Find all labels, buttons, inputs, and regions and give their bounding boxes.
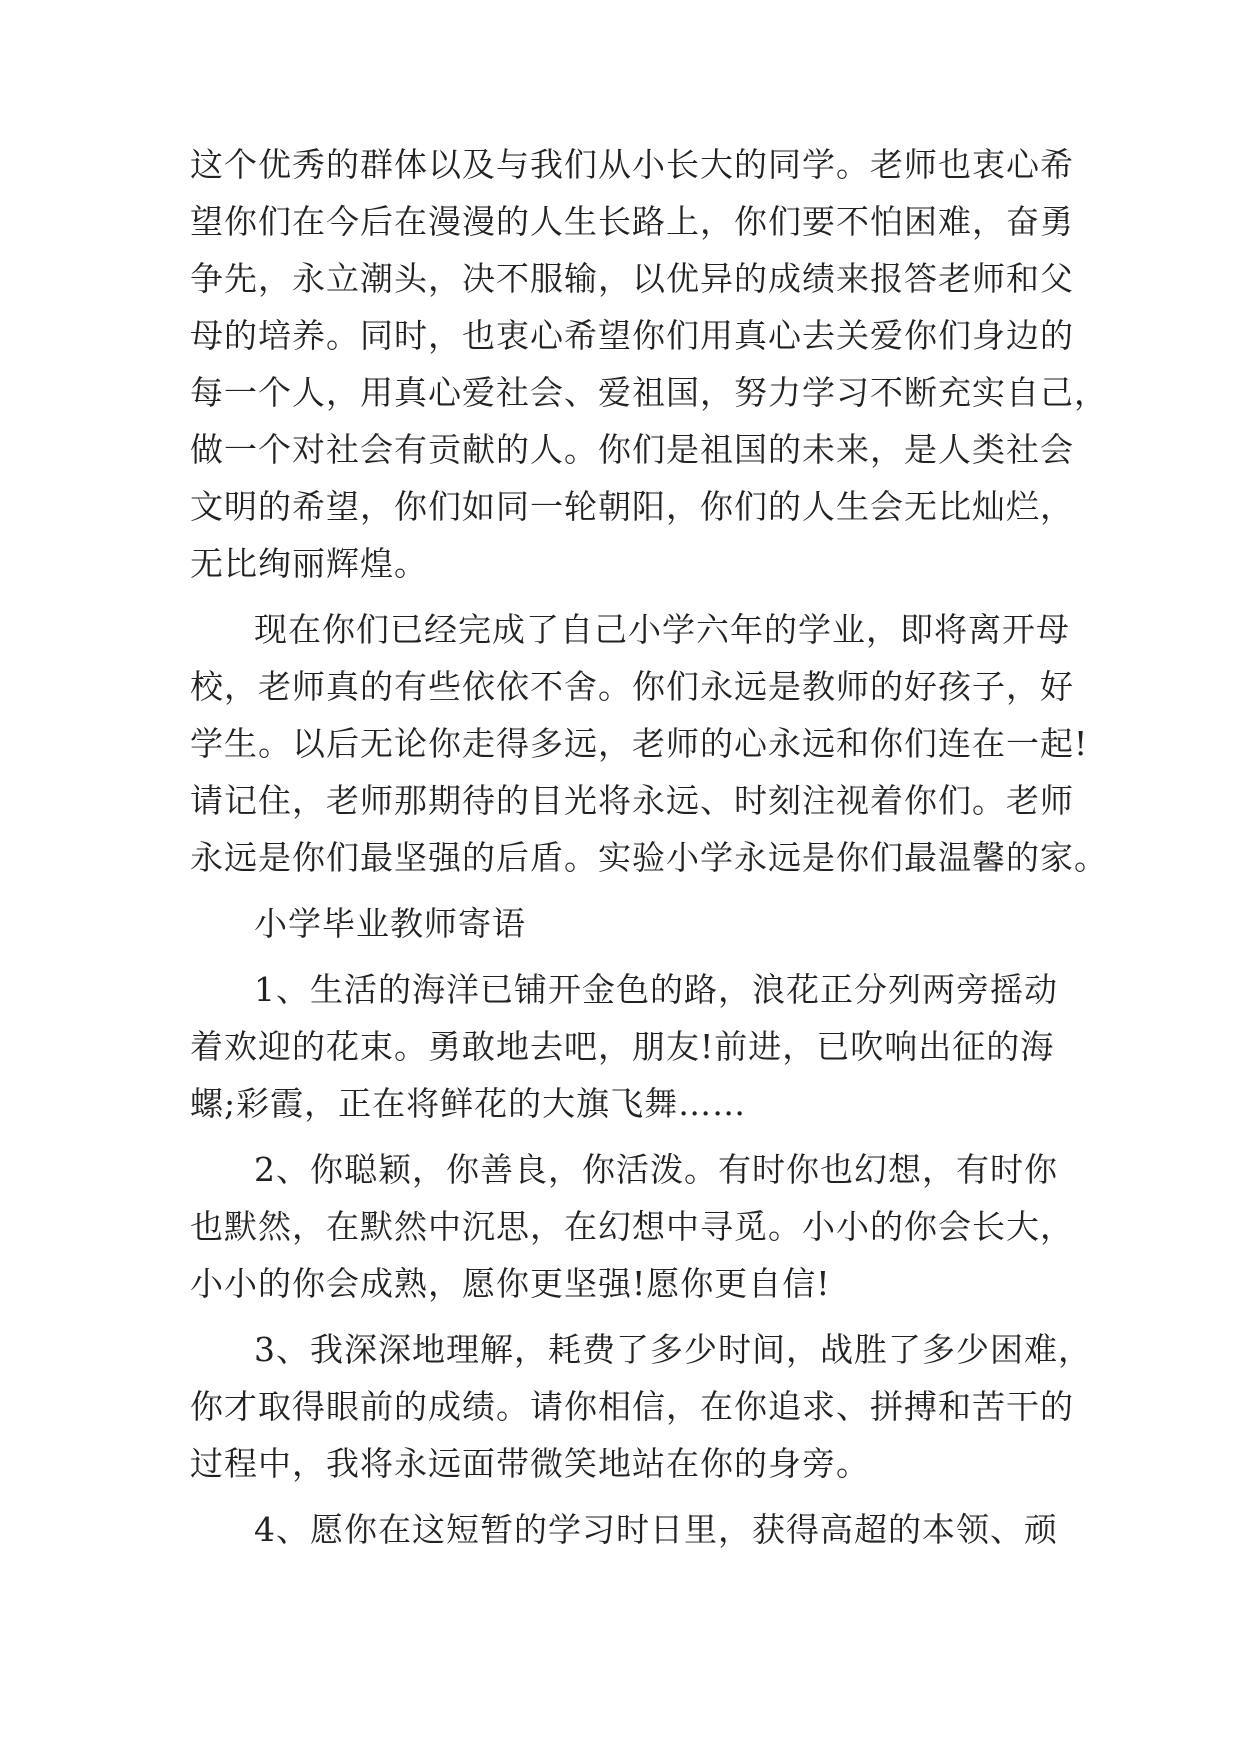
text-line: 请记住，老师那期待的目光将永远、时刻注视着你们。老师: [190, 781, 1074, 820]
text-line: 学生。以后无论你走得多远，老师的心永远和你们连在一起!: [190, 724, 1089, 763]
text-line: 过程中，我将永远面带微笑地站在你的身旁。: [190, 1444, 870, 1483]
text-line: 校，老师真的有些依依不舍。你们永远是教师的好孩子，好: [190, 667, 1074, 706]
text-line: 母的培养。同时，也衷心希望你们用真心去关爱你们身边的: [190, 316, 1074, 355]
document-body: [190, 136, 1108, 1567]
text-line: 4、愿你在这短暂的学习时日里，获得高超的本领、顽: [254, 1510, 1058, 1549]
text-line: 螺;彩霞，正在将鲜花的大旗飞舞……: [190, 1084, 747, 1123]
text-line: 文明的希望，你们如同一轮朝阳，你们的人生会无比灿烂，: [190, 487, 1074, 526]
list-item-4: [190, 1501, 1058, 1558]
text-line: 无比绚丽辉煌。: [190, 544, 428, 583]
text-line: 3、我深深地理解，耗费了多少时间，战胜了多少困难，: [254, 1330, 1092, 1369]
text-line: 2、你聪颖，你善良，你活泼。有时你也幻想，有时你: [254, 1150, 1058, 1189]
text-line: 争先，永立潮头，决不服输，以优异的成绩来报答老师和父: [190, 259, 1074, 298]
section-title: 小学毕业教师寄语: [254, 904, 526, 943]
text-line: 也默然，在默然中沉思，在幻想中寻觅。小小的你会长大，: [190, 1207, 1074, 1246]
paragraph-1: [190, 136, 1108, 592]
text-line: 1、生活的海洋已铺开金色的路，浪花正分列两旁摇动: [254, 970, 1058, 1009]
text-line: 望你们在今后在漫漫的人生长路上，你们要不怕困难，奋勇: [190, 202, 1074, 241]
list-item-3: [190, 1321, 1092, 1492]
text-line: 你才取得眼前的成绩。请你相信，在你追求、拼搏和苦干的: [190, 1387, 1074, 1426]
list-item-2: [190, 1141, 1074, 1312]
paragraph-2: [190, 601, 1108, 886]
text-line: 做一个对社会有贡献的人。你们是祖国的未来，是人类社会: [190, 430, 1074, 469]
text-line: 每一个人，用真心爱社会、爱祖国，努力学习不断充实自己，: [190, 373, 1108, 412]
text-line: 小小的你会成熟，愿你更坚强!愿你更自信!: [190, 1264, 831, 1303]
text-line: 这个优秀的群体以及与我们从小长大的同学。老师也衷心希: [190, 145, 1074, 184]
text-line: 现在你们已经完成了自己小学六年的学业，即将离开母: [254, 610, 1070, 649]
list-item-1: [190, 961, 1058, 1132]
text-line: 永远是你们最坚强的后盾。实验小学永远是你们最温馨的家。: [190, 838, 1108, 877]
section-title-block: [190, 895, 1050, 952]
text-line: 着欢迎的花束。勇敢地去吧，朋友!前进，已吹响出征的海: [190, 1027, 1055, 1066]
